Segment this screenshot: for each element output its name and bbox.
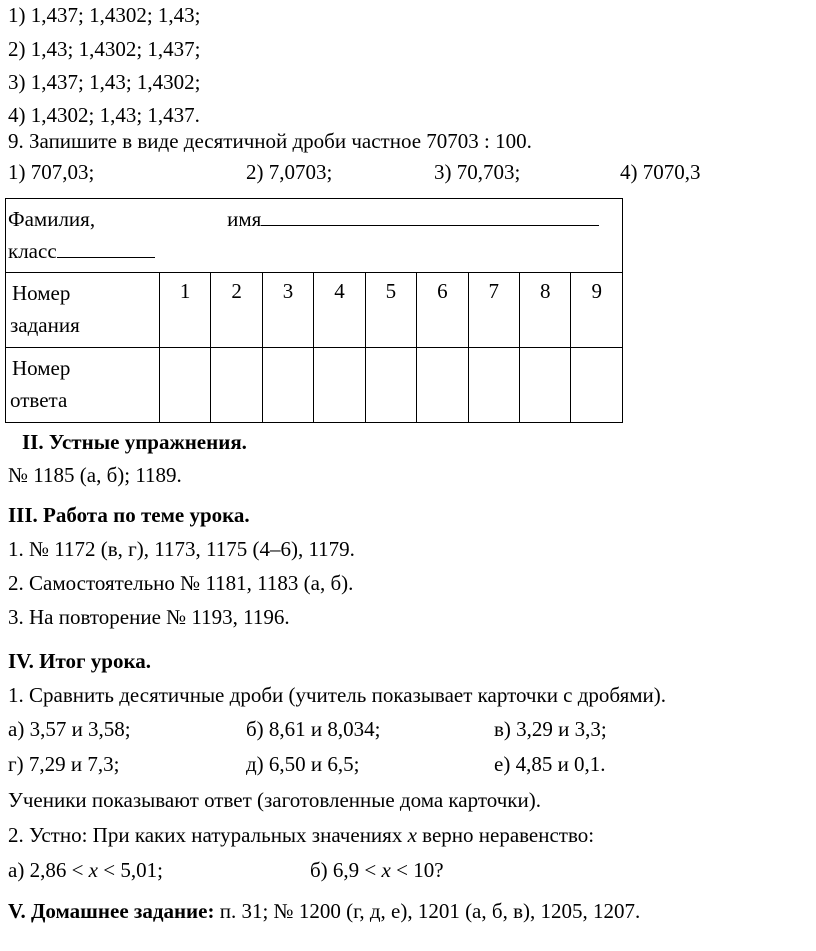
compare-pair-e: е) 4,85 и 0,1. (494, 752, 606, 776)
variable-x: x (88, 858, 98, 882)
section5-text: п. 31; № 1200 (г, д, е), 1201 (а, б, в), 1205, 1207. (214, 899, 641, 923)
task-number-cell: 8 (520, 273, 571, 348)
students-line: Ученики показывают ответ (заготовленные дома карточки). (8, 788, 541, 812)
compare-pair-g: г) 7,29 и 7,3; (8, 752, 120, 776)
inequality-b-right: < 10? (390, 858, 444, 882)
section3-heading: III. Работа по теме урока. (8, 503, 250, 527)
option-line-2: 2) 1,43; 1,4302; 1,437; (8, 37, 201, 61)
table-header-row (6, 199, 623, 273)
task-number-row (6, 273, 623, 348)
answer-row-label (6, 348, 160, 423)
task-row-label-line1: Номер (12, 281, 71, 305)
section5-heading: V. Домашнее задание: (8, 899, 215, 923)
task-number-cell: 9 (571, 273, 623, 348)
task-number-cell: 5 (365, 273, 416, 348)
compare-pair-d: д) 6,50 и 6,5; (246, 752, 360, 776)
student-info-cell (6, 199, 623, 273)
class-label: класс (8, 239, 57, 263)
inequality-a-left: а) 2,86 < (8, 858, 89, 882)
option-line-4: 4) 1,4302; 1,43; 1,437. (8, 103, 200, 127)
task-number-cell: 2 (211, 273, 262, 348)
answer-row-label-line1: Номер (12, 356, 71, 380)
section3-item-3: 3. На повторение № 1193, 1196. (8, 605, 290, 629)
task-number-cell: 7 (468, 273, 519, 348)
answer-cell[interactable] (159, 348, 210, 423)
surname-label: Фамилия, (8, 207, 96, 231)
option-line-3: 3) 1,437; 1,43; 1,4302; (8, 70, 201, 94)
item2-text-before: 2. Устно: При каких натуральных значениях (8, 823, 408, 847)
answer-cell[interactable] (314, 348, 365, 423)
section4-item1: 1. Сравнить десятичные дроби (учитель показывает карточки с дробями). (8, 683, 667, 707)
section3-item-1: 1. № 1172 (в, г), 1173, 1175 (4–6), 1179. (8, 537, 355, 561)
task-row-label-line2: задания (10, 313, 80, 337)
answer-cell[interactable] (262, 348, 313, 423)
section2-heading: II. Устные упражнения. (22, 430, 247, 454)
task-number-cell: 4 (314, 273, 365, 348)
task9-option-4: 4) 7070,3 (620, 160, 701, 184)
task9-option-1: 1) 707,03; (8, 160, 95, 184)
task9-question: 9. Запишите в виде десятичной дроби частное 70703 : 100. (8, 129, 532, 153)
name-blank[interactable] (261, 207, 599, 226)
answer-cell[interactable] (417, 348, 468, 423)
answer-cell[interactable] (468, 348, 519, 423)
answer-cell[interactable] (365, 348, 416, 423)
inequality-a-right: < 5,01; (98, 858, 163, 882)
answer-cell[interactable] (571, 348, 623, 423)
answer-number-row (6, 348, 623, 423)
variable-x: x (381, 858, 391, 882)
answer-cell[interactable] (211, 348, 262, 423)
inequality-b (310, 858, 444, 882)
item2-text-after: верно неравенство: (416, 823, 595, 847)
variable-x: x (407, 823, 417, 847)
class-blank[interactable] (57, 239, 155, 258)
answer-table (5, 198, 623, 423)
task9-option-3: 3) 70,703; (434, 160, 521, 184)
compare-pair-b: б) 8,61 и 8,034; (246, 717, 381, 741)
answer-cell[interactable] (520, 348, 571, 423)
option-line-1: 1) 1,437; 1,4302; 1,43; (8, 3, 201, 27)
task9-option-2: 2) 7,0703; (246, 160, 333, 184)
section4-item2 (8, 823, 594, 847)
compare-pair-a: а) 3,57 и 3,58; (8, 717, 131, 741)
task-row-label (6, 273, 160, 348)
name-label: имя (227, 207, 262, 231)
section2-line: № 1185 (а, б); 1189. (8, 463, 182, 487)
task-number-cell: 3 (262, 273, 313, 348)
task-number-cell: 6 (417, 273, 468, 348)
compare-pair-v: в) 3,29 и 3,3; (494, 717, 607, 741)
answer-row-label-line2: ответа (10, 388, 68, 412)
task-number-cell: 1 (159, 273, 210, 348)
section5-line (8, 899, 640, 923)
inequality-a (8, 858, 163, 882)
section4-heading: IV. Итог урока. (8, 649, 152, 673)
section3-item-2: 2. Самостоятельно № 1181, 1183 (а, б). (8, 571, 354, 595)
inequality-b-left: б) 6,9 < (310, 858, 382, 882)
